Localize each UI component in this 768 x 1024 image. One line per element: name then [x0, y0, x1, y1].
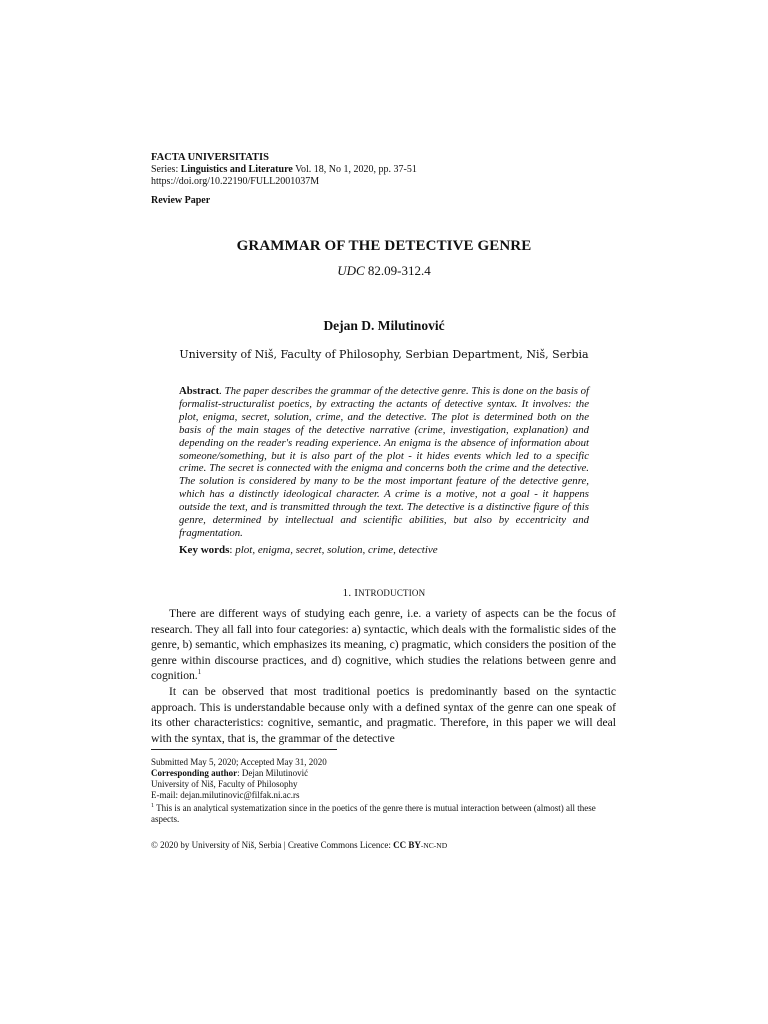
corresponding-label: Corresponding author [151, 768, 238, 778]
paper-title: GRAMMAR OF THE DETECTIVE GENRE [236, 238, 532, 254]
abstract [179, 385, 589, 540]
journal-name: FACTA UNIVERSITATIS [151, 152, 269, 163]
paragraph-text: It can be observed that most traditional poetics is predominantly based on the syntactic approach. This is understandable because only with a defined syntax of the genre can one speak of its other characteristics: cognitive, semantic, and pragmatic. Therefore, in this paper we will deal with the syntax, that is, the grammar of the detective [151, 684, 616, 745]
footnote-mark[interactable]: 1 [197, 668, 202, 677]
journal-header [151, 152, 621, 206]
udc-line [0, 263, 768, 279]
udc-code: 82.09-312.4 [364, 263, 431, 278]
author-affiliation: University of Niš, Faculty of Philosophy, Serbian Department, Niš, Serbia [179, 348, 589, 361]
abstract-label: Abstract [179, 385, 220, 397]
corresponding-affiliation: University of Niš, Faculty of Philosophy [151, 779, 298, 789]
paper-type: Review Paper [151, 195, 211, 206]
corresponding-email[interactable]: E-mail: dejan.milutinovic@filfak.ni.ac.rs [151, 790, 300, 800]
footnote-divider [151, 749, 337, 750]
section-heading [0, 587, 768, 599]
section-number: 1. I [342, 587, 359, 599]
abstract-text: . The paper describes the grammar of the detective genre. This is done on the basis of formalist-structuralist poetics, by extracting the actants of detective syntax. It involves: the plot, enigma, secret, solution, crime, and the detective. The plot is determined both on the basis of the main stages of the detective narrative (crime, investigation, explanation) and depending on the reader's reading experience. An enigma is the absence of information about someone/something, but it is also part of the plot - it hides events which led to a specific crime. The secret is connected with the enigma and concerns both the crime and the detective. The solution is considered by many to be the most important feature of the detective genre, which has a distinctly ideological character. A crime is a motive, not a goal - it happens outside the text, and is transmitted through the text. The detective is a distinctive figure of this genre, determined by intellectual and scientific abilities, but also by eccentricity and fragmentation. [179, 385, 589, 539]
footnote-1-mark: 1 [151, 803, 154, 809]
paragraph-text: There are different ways of studying each genre, i.e. a variety of aspects can be the focus of research. They all fall into four categories: a) syntactic, which deals with the formalistic sides of the genre, b) semantic, which emphasizes its meaning, c) pragmatic, which considers the position of the genre within discourse practices, and d) cognitive, which studies the relations between genre and cognition. [151, 607, 616, 683]
keywords: Key words: plot, enigma, secret, solution, crime, detective [179, 544, 438, 556]
cc-label[interactable]: CC BY [393, 840, 421, 850]
body-text [151, 606, 616, 746]
cc-variant: -NC-ND [420, 841, 448, 850]
footnote-1-text: This is an analytical systematization since in the poetics of the genre there is mutual interaction between (almost) all these aspects. [151, 803, 596, 824]
author-name: Dejan D. Milutinović [323, 318, 445, 333]
keywords-text: plot, enigma, secret, solution, crime, detective [235, 544, 438, 556]
series-details: Vol. 18, No 1, 2020, pp. 37-51 [292, 164, 417, 175]
keywords-label: Key words [179, 544, 230, 556]
corresponding-name: : Dejan Milutinović [237, 768, 309, 778]
series-label: Series: [151, 164, 181, 175]
series-name: Linguistics and Literature [180, 164, 293, 175]
section-title: NTRODUCTION [358, 588, 426, 598]
udc-label: UDC [337, 263, 365, 278]
journal-series [151, 164, 621, 176]
doi-link[interactable]: https://doi.org/10.22190/FULL2001037M [151, 175, 320, 187]
copyright-text: © 2020 by University of Niš, Serbia | Creative Commons Licence: [151, 840, 394, 850]
paragraph [151, 606, 616, 684]
footnote-1 [151, 801, 621, 825]
copyright-line [151, 840, 447, 850]
submission-dates: Submitted May 5, 2020; Accepted May 31, 2020 [151, 757, 327, 767]
footnotes [151, 757, 621, 825]
corresponding-author [151, 768, 621, 779]
paragraph [151, 684, 616, 746]
